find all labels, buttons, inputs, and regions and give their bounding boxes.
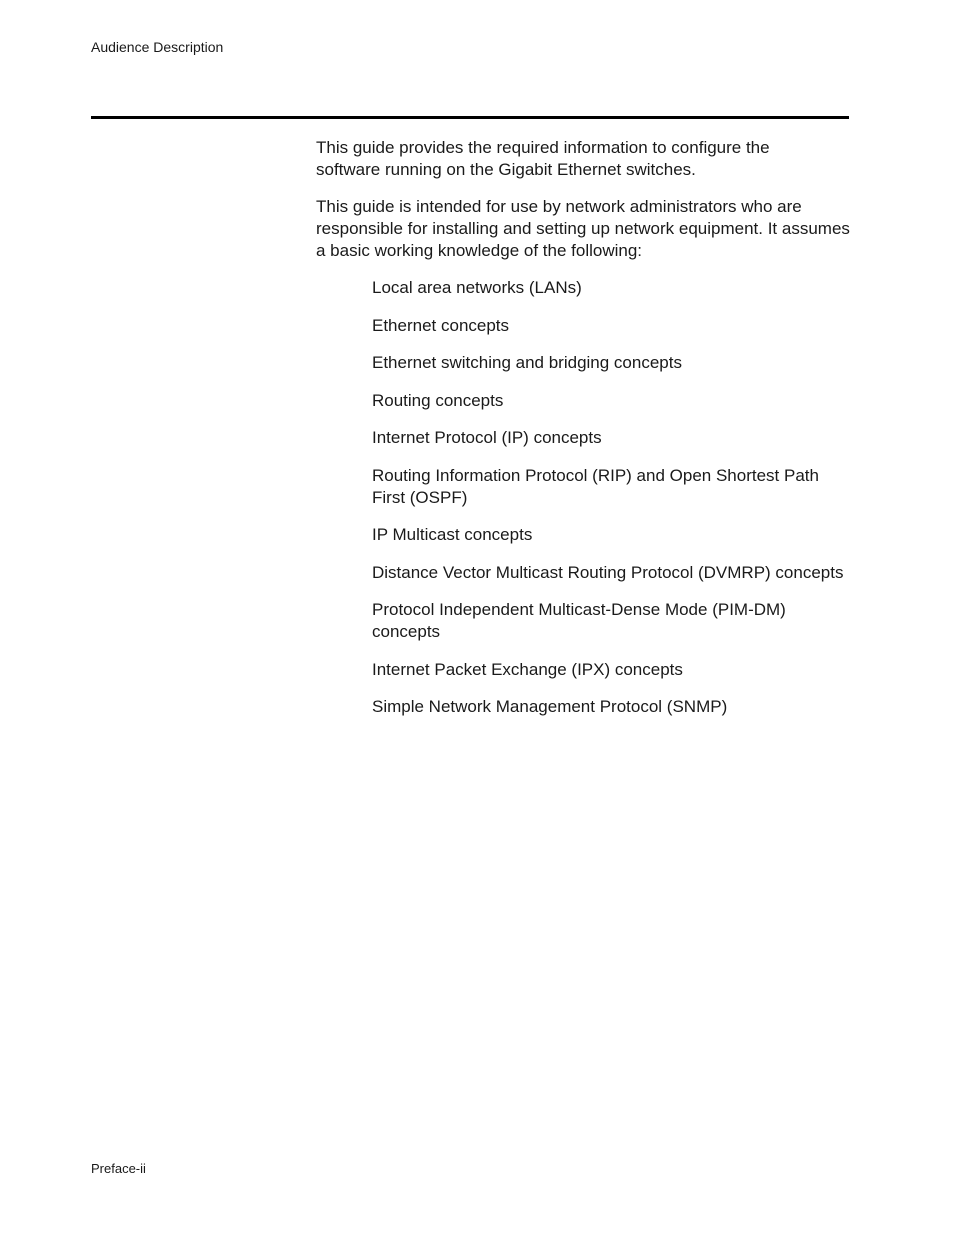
list-item: Internet Protocol (IP) concepts bbox=[372, 428, 602, 447]
header-rule bbox=[91, 116, 849, 119]
list-item: Distance Vector Multicast Routing Protocol (DVMRP) concepts bbox=[372, 562, 844, 582]
list-item: Protocol Independent Multicast-Dense Mode (PIM-DM) concepts bbox=[372, 600, 786, 641]
audience-paragraph: This guide is intended for use by network administrators who are responsible for installing and setting up network equipment. It assumes a basic working knowledge of the following: bbox=[316, 197, 850, 260]
list-item: Routing Information Protocol (RIP) and Open Shortest Path First (OSPF) bbox=[372, 465, 819, 507]
main-content bbox=[316, 137, 856, 734]
page-number: Preface-ii bbox=[91, 1161, 146, 1176]
knowledge-list bbox=[316, 277, 856, 718]
running-header: Audience Description bbox=[91, 39, 224, 55]
list-item: IP Multicast concepts bbox=[372, 525, 533, 544]
list-item: Simple Network Management Protocol (SNMP) bbox=[372, 697, 728, 716]
list-item: Routing concepts bbox=[372, 390, 504, 410]
intro-paragraph: This guide provides the required information to configure the software running on the Gigabit Ethernet switches. bbox=[316, 138, 770, 179]
list-item: Local area networks (LANs) bbox=[372, 278, 582, 297]
list-item: Internet Packet Exchange (IPX) concepts bbox=[372, 659, 683, 679]
list-item: Ethernet concepts bbox=[372, 315, 510, 335]
list-item: Ethernet switching and bridging concepts bbox=[372, 353, 682, 372]
